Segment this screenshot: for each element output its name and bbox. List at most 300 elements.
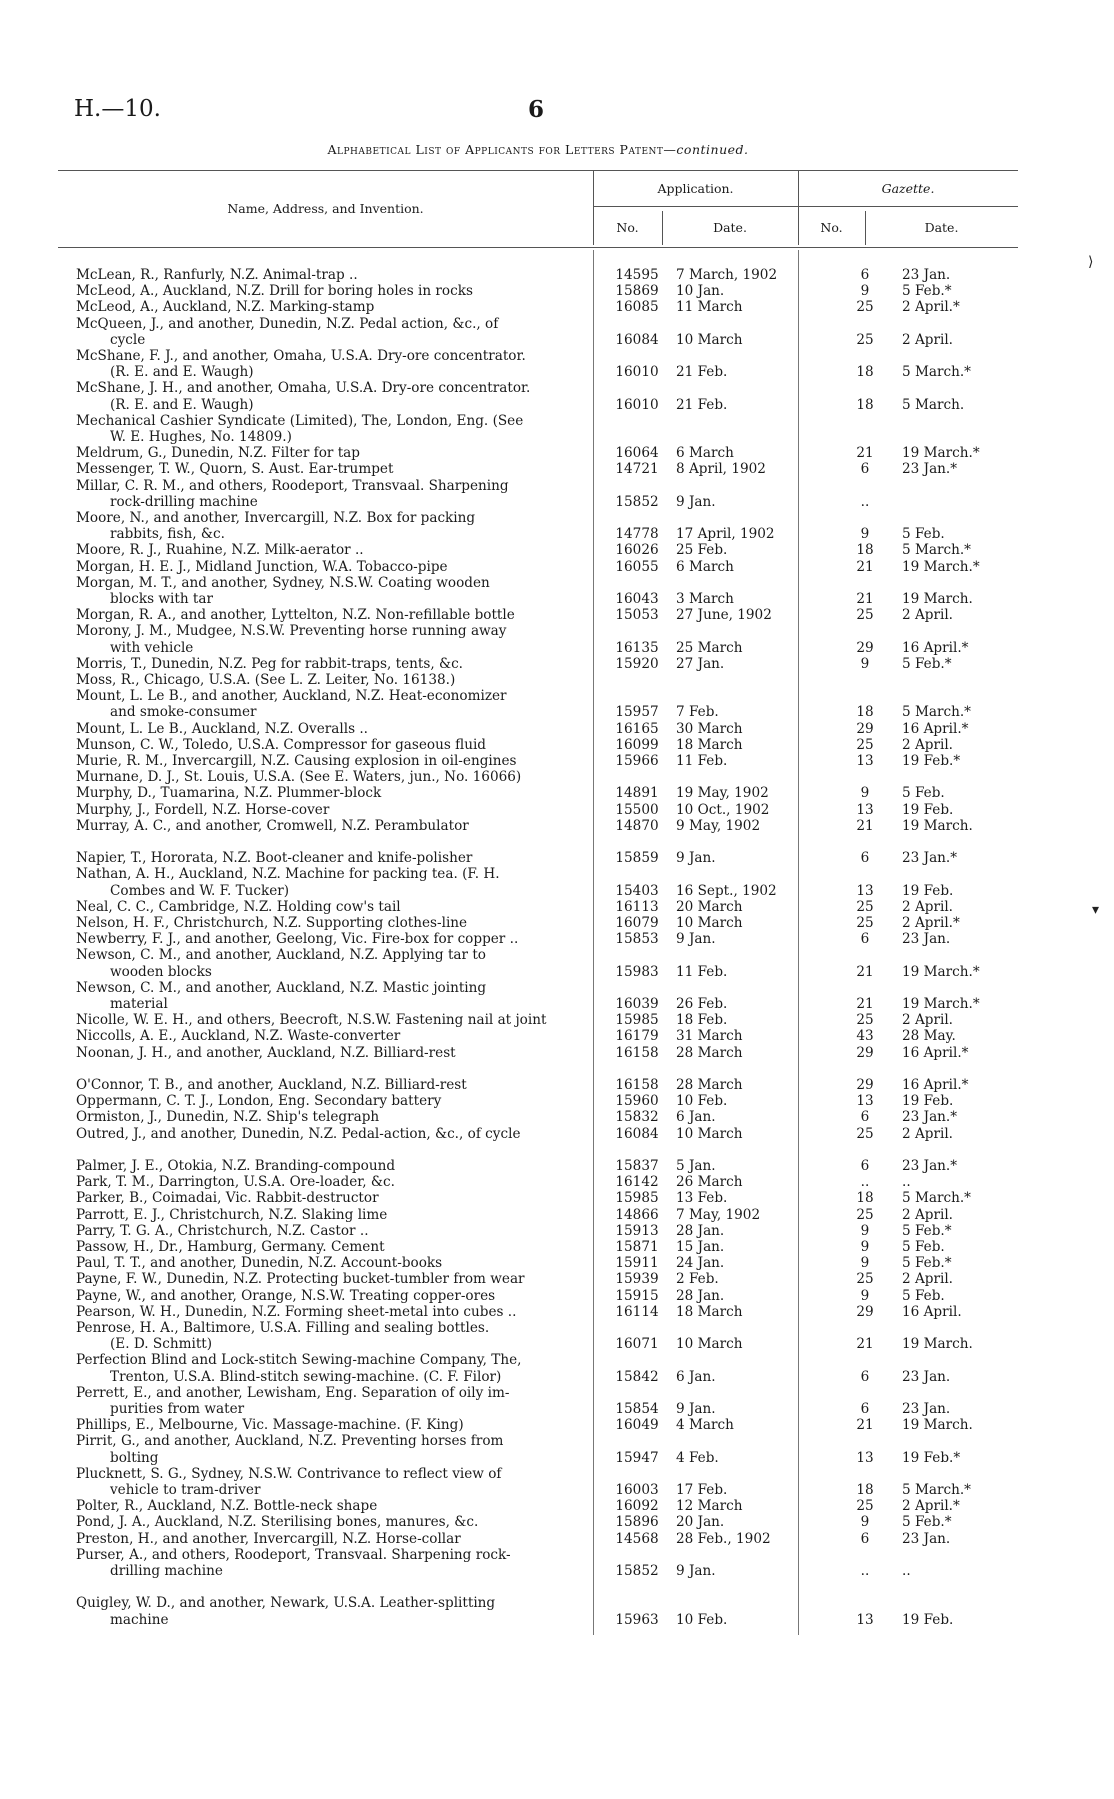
- gazette-number: 21: [856, 558, 874, 575]
- applicant-text: Palmer, J. E., Otokia, N.Z. Branding-compound: [76, 1158, 396, 1174]
- application-number: 14721: [615, 461, 659, 478]
- application-date: 26 March: [676, 1174, 743, 1191]
- applicant-entry: [76, 688, 591, 720]
- applicant-text: Napier, T., Hororata, N.Z. Boot-cleaner and knife-polisher: [76, 850, 473, 867]
- table-row: [72, 866, 992, 898]
- applicant-line: [76, 818, 591, 834]
- application-date: 7 May, 1902: [676, 1206, 761, 1223]
- applicant-text: O'Connor, T. B., and another, Auckland, N.Z. Billiard-rest: [76, 1077, 467, 1093]
- application-number: 15842: [615, 1368, 659, 1385]
- gazette-number: 18: [856, 364, 874, 381]
- applicant-line: [76, 1190, 591, 1206]
- gazette-number: 9: [860, 1514, 870, 1531]
- application-number: 16158: [615, 1044, 659, 1061]
- table-row: [72, 1223, 992, 1239]
- column-header-name: Name, Address, and Invention.: [227, 201, 424, 216]
- gazette-number: 25: [856, 915, 874, 931]
- applicant-line: [76, 1174, 591, 1190]
- gazette-number: ..: [860, 1562, 870, 1579]
- list-title: [58, 142, 1018, 157]
- table-row: [72, 802, 992, 818]
- applicant-line: [76, 899, 591, 915]
- gazette-number: 29: [856, 720, 874, 737]
- applicant-line: [76, 656, 591, 672]
- gazette-date: 23 Jan.*: [902, 850, 958, 867]
- applicant-line: [76, 866, 591, 882]
- table-row: [72, 348, 992, 380]
- application-number: 14870: [615, 817, 659, 834]
- applicant-continuation: wooden blocks: [110, 963, 212, 980]
- table-row: [72, 769, 992, 785]
- applicant-text: Parry, T. G. A., Christchurch, N.Z. Castor ..: [76, 1222, 369, 1239]
- applicant-continuation: and smoke-consumer: [110, 704, 257, 721]
- application-number: 15837: [615, 1158, 659, 1174]
- application-date: 18 March: [676, 736, 743, 753]
- applicant-line: [76, 1255, 591, 1271]
- gazette-number: 9: [860, 1222, 870, 1239]
- applicant-continuation: (R. E. and E. Waugh): [110, 396, 254, 413]
- gazette-number: 6: [860, 1530, 870, 1547]
- applicant-line: [76, 1223, 591, 1239]
- applicant-entry: [76, 1320, 591, 1352]
- application-number: 16055: [615, 558, 659, 575]
- applicant-entry: [76, 413, 591, 445]
- applicant-entry: [76, 461, 591, 477]
- applicant-continuation: bolting: [110, 1449, 159, 1466]
- application-date: 17 April, 1902: [676, 526, 775, 543]
- application-number: 15960: [615, 1093, 659, 1110]
- list-title-continued: continued.: [676, 142, 749, 157]
- applicant-text: Noonan, J. H., and another, Auckland, N.Z. Billiard-rest: [76, 1044, 456, 1061]
- gazette-number: 29: [856, 1303, 874, 1320]
- table-row: [72, 267, 992, 283]
- application-number: 16079: [615, 915, 659, 931]
- gazette-number: 21: [856, 995, 874, 1012]
- table-row: [72, 283, 992, 299]
- application-number: 16099: [615, 736, 659, 753]
- gazette-number: 21: [856, 590, 874, 607]
- margin-mark: ⟩: [1088, 254, 1094, 270]
- applicant-entry: [76, 1531, 591, 1547]
- applicant-line: [76, 947, 591, 963]
- table-row: [72, 461, 992, 477]
- gazette-date: 2 April.: [902, 898, 954, 915]
- gazette-date: 19 Feb.: [902, 882, 954, 899]
- table-row: [72, 575, 992, 607]
- application-date: 31 March: [676, 1028, 743, 1045]
- gazette-number: 9: [860, 1255, 870, 1272]
- gazette-date: 5 March.*: [902, 542, 971, 559]
- application-date: 6 Jan.: [676, 1109, 716, 1126]
- applicant-entry: [76, 785, 591, 801]
- applicant-line: [76, 1514, 591, 1530]
- application-date: 13 Feb.: [676, 1190, 728, 1207]
- table-row: [72, 1126, 992, 1142]
- gazette-number: 21: [856, 817, 874, 834]
- table-row: [72, 656, 992, 672]
- application-number: 15920: [615, 655, 659, 672]
- applicant-continuation: rabbits, fish, &c.: [110, 526, 225, 543]
- table-row: [72, 542, 992, 558]
- applicant-text: Parrott, E. J., Christchurch, N.Z. Slaking lime: [76, 1206, 388, 1223]
- applicant-line: [76, 802, 591, 818]
- application-date: 30 March: [676, 720, 743, 737]
- gazette-date: ..: [902, 1562, 911, 1579]
- applicant-entry: [76, 1547, 591, 1579]
- application-number: 15859: [615, 850, 659, 867]
- applicant-entry: [76, 1028, 591, 1044]
- applicant-text: Payne, F. W., Dunedin, N.Z. Protecting bucket-tumbler from wear: [76, 1271, 525, 1288]
- application-date: 10 Feb.: [676, 1611, 728, 1628]
- table-row: [72, 1190, 992, 1206]
- application-number: 16165: [615, 720, 659, 737]
- gazette-date: 5 March.*: [902, 1190, 971, 1207]
- applicant-text: Park, T. M., Darrington, U.S.A. Ore-loader, &c.: [76, 1174, 395, 1191]
- applicant-text: Niccolls, A. E., Auckland, N.Z. Waste-converter: [76, 1028, 401, 1045]
- applicant-entry: [76, 1158, 591, 1174]
- application-number: 15915: [615, 1287, 659, 1304]
- application-number: 15985: [615, 1190, 659, 1207]
- table-row: [72, 1207, 992, 1223]
- applicant-continuation: blocks with tar: [110, 591, 213, 607]
- applicant-continuation: Trenton, U.S.A. Blind-stitch sewing-machine. (C. F. Filor): [110, 1368, 502, 1385]
- applicant-continuation: purities from water: [110, 1401, 245, 1417]
- applicant-text: Plucknett, S. G., Sydney, N.S.W. Contrivance to reflect view of: [76, 1465, 502, 1482]
- applicant-entry: [76, 1271, 591, 1287]
- application-number: 15963: [615, 1611, 659, 1628]
- table-row: [72, 1498, 992, 1514]
- applicant-text: Murie, R. M., Invercargill, N.Z. Causing explosion in oil-engines: [76, 753, 517, 769]
- gazette-date: 16 April.*: [902, 1044, 969, 1061]
- applicant-line: [76, 445, 591, 461]
- application-date: 10 March: [676, 331, 743, 348]
- application-date: 28 March: [676, 1077, 743, 1093]
- column-header-gz-no: No.: [820, 220, 843, 235]
- applicant-continuation: (E. D. Schmitt): [110, 1336, 213, 1353]
- applicant-line: [76, 461, 591, 477]
- application-date: 12 March: [676, 1498, 743, 1515]
- applicant-text: Murphy, D., Tuamarina, N.Z. Plummer-block: [76, 785, 382, 802]
- table-row: [72, 1417, 992, 1433]
- table-row: [72, 1271, 992, 1287]
- applicant-entry: [76, 478, 591, 510]
- applicant-line: [76, 753, 591, 769]
- subheader-rule: [593, 206, 1018, 207]
- applicant-text: Moss, R., Chicago, U.S.A. (See L. Z. Leiter, No. 16138.): [76, 672, 456, 688]
- applicant-line: [76, 348, 591, 364]
- page-header: [58, 96, 1018, 126]
- table-row: [72, 1547, 992, 1579]
- applicant-line: [76, 1288, 591, 1304]
- applicant-text: Perrett, E., and another, Lewisham, Eng. Separation of oily im-: [76, 1384, 510, 1401]
- applicant-entry: [76, 380, 591, 412]
- applicant-entry: [76, 1190, 591, 1206]
- applicant-line: [76, 1045, 591, 1061]
- gazette-date: 5 March.*: [902, 704, 971, 721]
- table-row: [72, 1385, 992, 1417]
- gazette-date: 2 April.: [902, 1206, 954, 1223]
- applicant-line: [76, 510, 591, 526]
- application-number: 15854: [615, 1400, 659, 1417]
- application-date: 7 Feb.: [676, 704, 719, 721]
- applicant-line: [76, 1304, 591, 1320]
- applicant-entry: [76, 866, 591, 898]
- applicant-line: [76, 737, 591, 753]
- application-number: 15403: [615, 882, 659, 899]
- application-number: 16135: [615, 639, 659, 656]
- application-number: 16010: [615, 396, 659, 413]
- gazette-date: 2 April.*: [902, 1498, 960, 1515]
- applicant-continuation: with vehicle: [110, 639, 194, 656]
- applicant-entry: [76, 445, 591, 461]
- applicant-entry: [76, 1174, 591, 1190]
- application-number: 15869: [615, 283, 659, 300]
- application-number: 16003: [615, 1481, 659, 1498]
- table-row: [72, 1288, 992, 1304]
- applicant-text: Pearson, W. H., Dunedin, N.Z. Forming sheet-metal into cubes ..: [76, 1303, 517, 1320]
- gazette-number: 6: [860, 267, 870, 283]
- table-row: [72, 1012, 992, 1028]
- application-date: 8 April, 1902: [676, 461, 766, 478]
- application-date: 2 Feb.: [676, 1271, 719, 1288]
- application-number: 16064: [615, 445, 659, 462]
- gazette-number: 18: [856, 1481, 874, 1498]
- application-date: 10 March: [676, 1125, 743, 1142]
- applicant-text: Passow, H., Dr., Hamburg, Germany. Cement: [76, 1239, 385, 1255]
- table-row: [72, 1352, 992, 1384]
- applicant-text: Moore, R. J., Ruahine, N.Z. Milk-aerator ..: [76, 542, 364, 559]
- gazette-date: 23 Jan.*: [902, 1158, 958, 1174]
- application-date: 21 Feb.: [676, 396, 728, 413]
- applicant-line: [76, 785, 591, 801]
- applicant-entry: [76, 737, 591, 753]
- table-row: [72, 1514, 992, 1530]
- table-row: [72, 672, 992, 688]
- application-date: 25 Feb.: [676, 542, 728, 559]
- gazette-date: 2 April.*: [902, 299, 960, 316]
- applicant-line: [76, 575, 591, 591]
- applicant-entry: [76, 1109, 591, 1125]
- applicant-continuation: drilling machine: [110, 1563, 223, 1579]
- gazette-number: 13: [856, 1611, 874, 1628]
- gazette-date: 23 Jan.*: [902, 461, 958, 478]
- applicant-text: Nelson, H. F., Christchurch, N.Z. Supporting clothes-line: [76, 915, 468, 931]
- applicant-line: [76, 1093, 591, 1109]
- gazette-date: 2 April.: [902, 331, 954, 348]
- applicant-line: [76, 688, 591, 704]
- application-number: 15957: [615, 704, 659, 721]
- table-row: [72, 753, 992, 769]
- applicant-continuation: W. E. Hughes, No. 14809.): [110, 429, 292, 445]
- applicant-text: McLean, R., Ranfurly, N.Z. Animal-trap ..: [76, 267, 358, 283]
- application-date: 27 June, 1902: [676, 607, 772, 624]
- applicant-entry: [76, 1239, 591, 1255]
- applicant-entry: [76, 672, 591, 688]
- column-header-app-date: Date.: [713, 220, 747, 235]
- header-rule-bottom: [58, 247, 1018, 248]
- application-number: 14891: [615, 785, 659, 802]
- table-row: [72, 1028, 992, 1044]
- applicant-text: Quigley, W. D., and another, Newark, U.S.A. Leather-splitting: [76, 1595, 496, 1612]
- gazette-date: 5 Feb.: [902, 785, 945, 802]
- application-date: 7 March, 1902: [676, 267, 778, 283]
- application-date: 4 March: [676, 1417, 734, 1434]
- applicant-entry: [76, 1093, 591, 1109]
- applicant-line: [76, 850, 591, 866]
- gazette-date: 2 April.*: [902, 915, 960, 931]
- applicant-line: [76, 1547, 591, 1563]
- application-number: 16179: [615, 1028, 659, 1045]
- table-row: [72, 1077, 992, 1093]
- applicant-line: [76, 1028, 591, 1044]
- gazette-date: 2 April.: [902, 1271, 954, 1288]
- applicant-line: [76, 1352, 591, 1368]
- gazette-number: 6: [860, 1109, 870, 1126]
- table-row: [72, 947, 992, 979]
- applicant-line: [76, 1385, 591, 1401]
- application-date: 10 March: [676, 915, 743, 931]
- applicant-entry: [76, 980, 591, 1012]
- gazette-date: 19 Feb.: [902, 1611, 954, 1628]
- applicant-line: [76, 283, 591, 299]
- application-number: 15871: [615, 1239, 659, 1255]
- table-row: [72, 785, 992, 801]
- applicant-line: [76, 1531, 591, 1547]
- applicant-text: Parker, B., Coimadai, Vic. Rabbit-destructor: [76, 1190, 379, 1207]
- gazette-number: 25: [856, 898, 874, 915]
- application-date: 5 Jan.: [676, 1158, 716, 1174]
- gazette-date: 5 Feb.*: [902, 1222, 952, 1239]
- application-date: 11 Feb.: [676, 753, 728, 769]
- applicant-line: [76, 1077, 591, 1093]
- applicant-entry: [76, 1514, 591, 1530]
- applicant-line: [76, 1595, 591, 1611]
- applicant-entry: [76, 1498, 591, 1514]
- applicant-text: Nicolle, W. E. H., and others, Beecroft, N.S.W. Fastening nail at joint: [76, 1012, 547, 1029]
- application-date: 6 March: [676, 558, 734, 575]
- application-number: 16043: [615, 590, 659, 607]
- gazette-date: 19 March.: [902, 1417, 973, 1434]
- table-row: [72, 1093, 992, 1109]
- applicant-line: [76, 413, 591, 429]
- column-header-gazette: Gazette.: [881, 181, 935, 196]
- application-date: 6 Jan.: [676, 1368, 716, 1385]
- application-number: 15985: [615, 1012, 659, 1029]
- applicant-entry: [76, 1288, 591, 1304]
- gazette-number: ..: [860, 1174, 870, 1191]
- gazette-date: 19 March.: [902, 817, 973, 834]
- gazette-date: 2 April.: [902, 1125, 954, 1142]
- application-number: 16026: [615, 542, 659, 559]
- gazette-date: 19 Feb.: [902, 801, 954, 818]
- applicant-line: [76, 980, 591, 996]
- gazette-number: 25: [856, 1206, 874, 1223]
- applicant-text: Payne, W., and another, Orange, N.S.W. Treating copper-ores: [76, 1287, 496, 1304]
- margin-mark: ▾: [1092, 902, 1100, 918]
- column-header-application: Application.: [657, 181, 734, 196]
- application-date: 10 Jan.: [676, 283, 725, 300]
- application-date: 25 March: [676, 639, 743, 656]
- table-row: [72, 1255, 992, 1271]
- applicant-entry: [76, 947, 591, 979]
- application-date: 16 Sept., 1902: [676, 882, 777, 899]
- applicant-line: [76, 769, 591, 785]
- application-number: 15853: [615, 931, 659, 948]
- gazette-number: 13: [856, 801, 874, 818]
- gazette-date: 19 Feb.*: [902, 753, 961, 769]
- gazette-date: 19 March.*: [902, 963, 980, 980]
- application-number: 16084: [615, 1125, 659, 1142]
- applicant-continuation: Combes and W. F. Tucker): [110, 882, 290, 899]
- application-number: 16049: [615, 1417, 659, 1434]
- gazette-date: 19 March.: [902, 1336, 973, 1353]
- application-number: 15983: [615, 963, 659, 980]
- gazette-date: 5 Feb.*: [902, 655, 952, 672]
- gazette-date: 5 Feb.*: [902, 283, 952, 300]
- applicant-entry: [76, 283, 591, 299]
- applicant-line: [76, 559, 591, 575]
- application-date: 10 Oct., 1902: [676, 801, 770, 818]
- applicant-text: Polter, R., Auckland, N.Z. Bottle-neck shape: [76, 1498, 378, 1515]
- table-row: [72, 899, 992, 915]
- gazette-number: 43: [856, 1028, 874, 1045]
- application-number: 16158: [615, 1077, 659, 1093]
- gazette-date: 23 Jan.: [902, 1530, 951, 1547]
- applicant-text: Morris, T., Dunedin, N.Z. Peg for rabbit-traps, tents, &c.: [76, 655, 464, 672]
- applicant-line: [76, 1466, 591, 1482]
- table-row: [72, 316, 992, 348]
- applicant-entry: [76, 1417, 591, 1433]
- gazette-number: 25: [856, 1012, 874, 1029]
- applicant-text: Paul, T. T., and another, Dunedin, N.Z. Account-books: [76, 1255, 443, 1272]
- applicant-entry: [76, 1126, 591, 1142]
- applicant-line: [76, 672, 591, 688]
- applicant-entry: [76, 753, 591, 769]
- application-date: 19 May, 1902: [676, 785, 769, 802]
- gazette-number: 25: [856, 1125, 874, 1142]
- gazette-number: 6: [860, 1368, 870, 1385]
- table-row: [72, 818, 992, 834]
- applicant-entry: [76, 1595, 591, 1627]
- application-date: 28 March: [676, 1044, 743, 1061]
- applicant-line: [76, 380, 591, 396]
- header-rule-top: [58, 170, 1018, 171]
- page-number: 6: [528, 96, 545, 123]
- table-row: [72, 721, 992, 737]
- applicant-text: Pirrit, G., and another, Auckland, N.Z. Preventing horses from: [76, 1433, 504, 1450]
- gazette-date: 16 April.: [902, 1303, 962, 1320]
- applicant-text: Murphy, J., Fordell, N.Z. Horse-cover: [76, 801, 330, 818]
- table-row: [72, 1239, 992, 1255]
- applicant-line: [76, 1158, 591, 1174]
- gazette-number: 25: [856, 299, 874, 316]
- applicant-entry: [76, 850, 591, 866]
- list-title-text: Alphabetical List of Applicants for Letters Patent—: [327, 142, 677, 157]
- applicant-line: [76, 1207, 591, 1223]
- application-date: 11 March: [676, 299, 743, 316]
- gazette-date: 16 April.*: [902, 720, 969, 737]
- gazette-number: 13: [856, 1449, 874, 1466]
- applicant-entry: [76, 931, 591, 947]
- gazette-number: 18: [856, 396, 874, 413]
- applicant-entry: [76, 607, 591, 623]
- applicant-entry: [76, 1433, 591, 1465]
- application-number: 16114: [615, 1303, 659, 1320]
- applicant-entry: [76, 348, 591, 380]
- applicant-entry: [76, 1304, 591, 1320]
- gazette-number: 6: [860, 1158, 870, 1174]
- gazette-date: 19 March.*: [902, 445, 980, 462]
